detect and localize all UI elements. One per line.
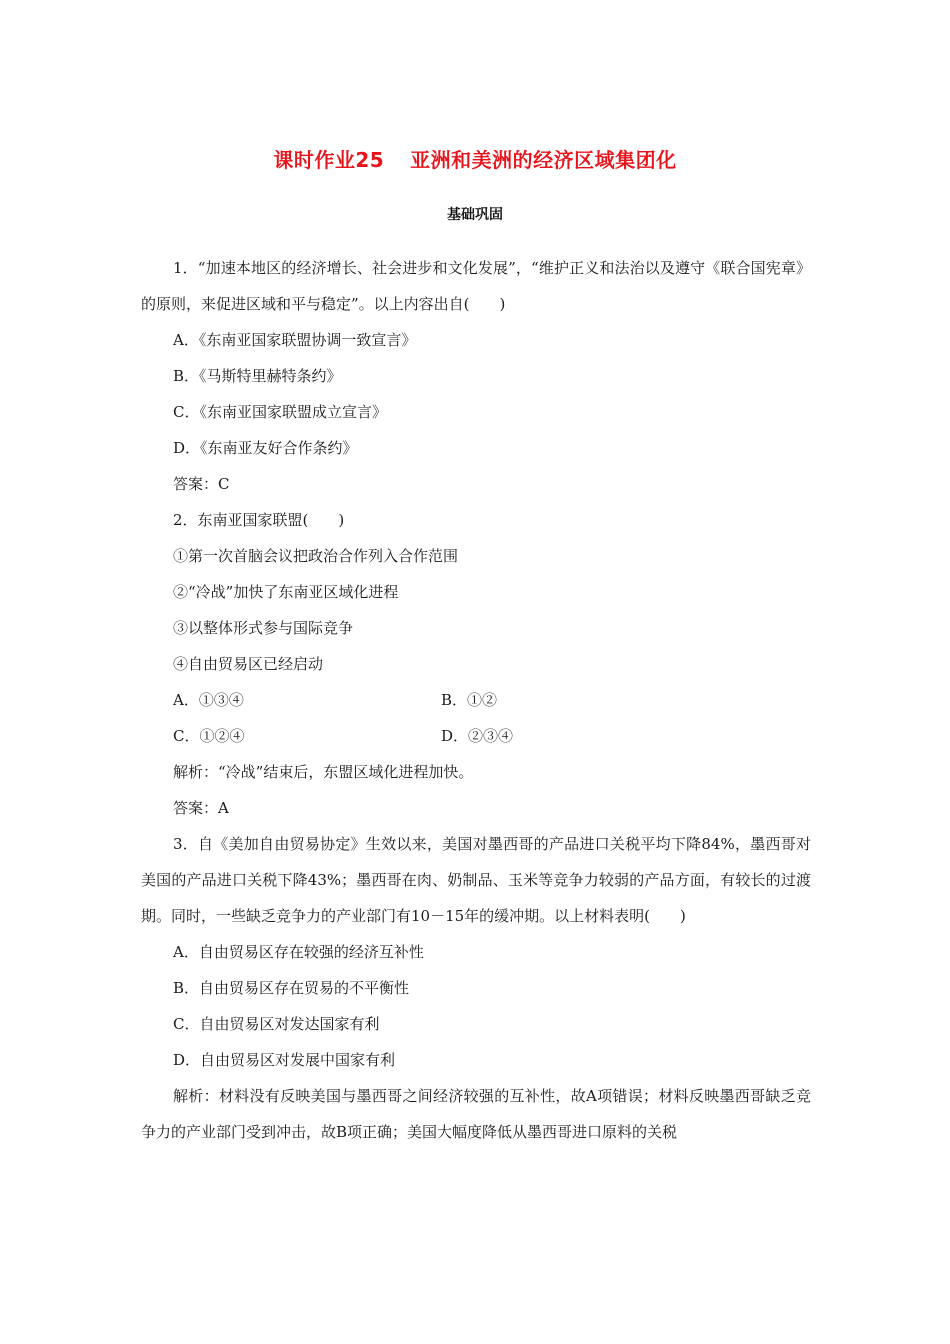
q2-item-2: ②“冷战”加快了东南亚区域化进程	[173, 583, 399, 601]
q2-options-row-2	[141, 718, 811, 754]
q2-analysis: 解析：“冷战”结束后，东盟区域化进程加快。	[173, 763, 474, 781]
q3-option-c: C．自由贸易区对发达国家有利	[173, 1015, 380, 1033]
q2-option-a: A．①③④	[173, 691, 244, 709]
q2-item-1: ①第一次首脑会议把政治合作列入合作范围	[173, 547, 459, 565]
q3-option-b: B．自由贸易区存在贸易的不平衡性	[173, 979, 410, 997]
q1-option-b: B．《马斯特里赫特条约》	[173, 367, 342, 385]
q2-options-row-1	[141, 682, 811, 718]
q2-item-4: ④自由贸易区已经启动	[173, 655, 324, 673]
section-heading: 基础巩固	[447, 207, 503, 223]
title-main: 课时作业25	[273, 148, 385, 172]
q1-answer: 答案：C	[173, 475, 230, 493]
q2-option-b: B．①②	[441, 691, 498, 709]
q2-answer: 答案：A	[173, 799, 229, 817]
q1-stem: 1．“加速本地区的经济增长、社会进步和文化发展”，“维护正义和法治以及遵守《联合国宪章》的原则，来促进区域和平与稳定”。以上内容出自( )	[141, 259, 811, 313]
title-sub: 亚洲和美洲的经济区域集团化	[410, 148, 677, 172]
page-title	[0, 144, 950, 173]
q3-stem: 3．自《美加自由贸易协定》生效以来，美国对墨西哥的产品进口关税平均下降84%，墨西哥对美国的产品进口关税下降43%；墨西哥在肉、奶制品、玉米等竞争力较弱的产品方面，有较长的过渡期。同时，一些缺乏竞争力的产业部门有10－15年的缓冲期。以上材料表明( )	[141, 835, 811, 925]
q3-option-d: D．自由贸易区对发展中国家有利	[173, 1051, 396, 1069]
q2-option-d: D．②③④	[441, 727, 514, 745]
q1-option-a: A．《东南亚国家联盟协调一致宣言》	[173, 331, 417, 349]
q3-analysis: 解析：材料没有反映美国与墨西哥之间经济较强的互补性，故A项错误；材料反映墨西哥缺乏竞争力的产业部门受到冲击，故B项正确；美国大幅度降低从墨西哥进口原料的关税	[141, 1087, 811, 1141]
q1-option-d: D．《东南亚友好合作条约》	[173, 439, 358, 457]
question-list	[141, 250, 811, 1150]
q3-option-a: A．自由贸易区存在较强的经济互补性	[173, 943, 424, 961]
q2-option-c: C．①②④	[173, 727, 245, 745]
q1-option-c: C．《东南亚国家联盟成立宣言》	[173, 403, 387, 421]
q2-item-3: ③以整体形式参与国际竞争	[173, 619, 354, 637]
q2-stem: 2．东南亚国家联盟( )	[173, 511, 345, 529]
